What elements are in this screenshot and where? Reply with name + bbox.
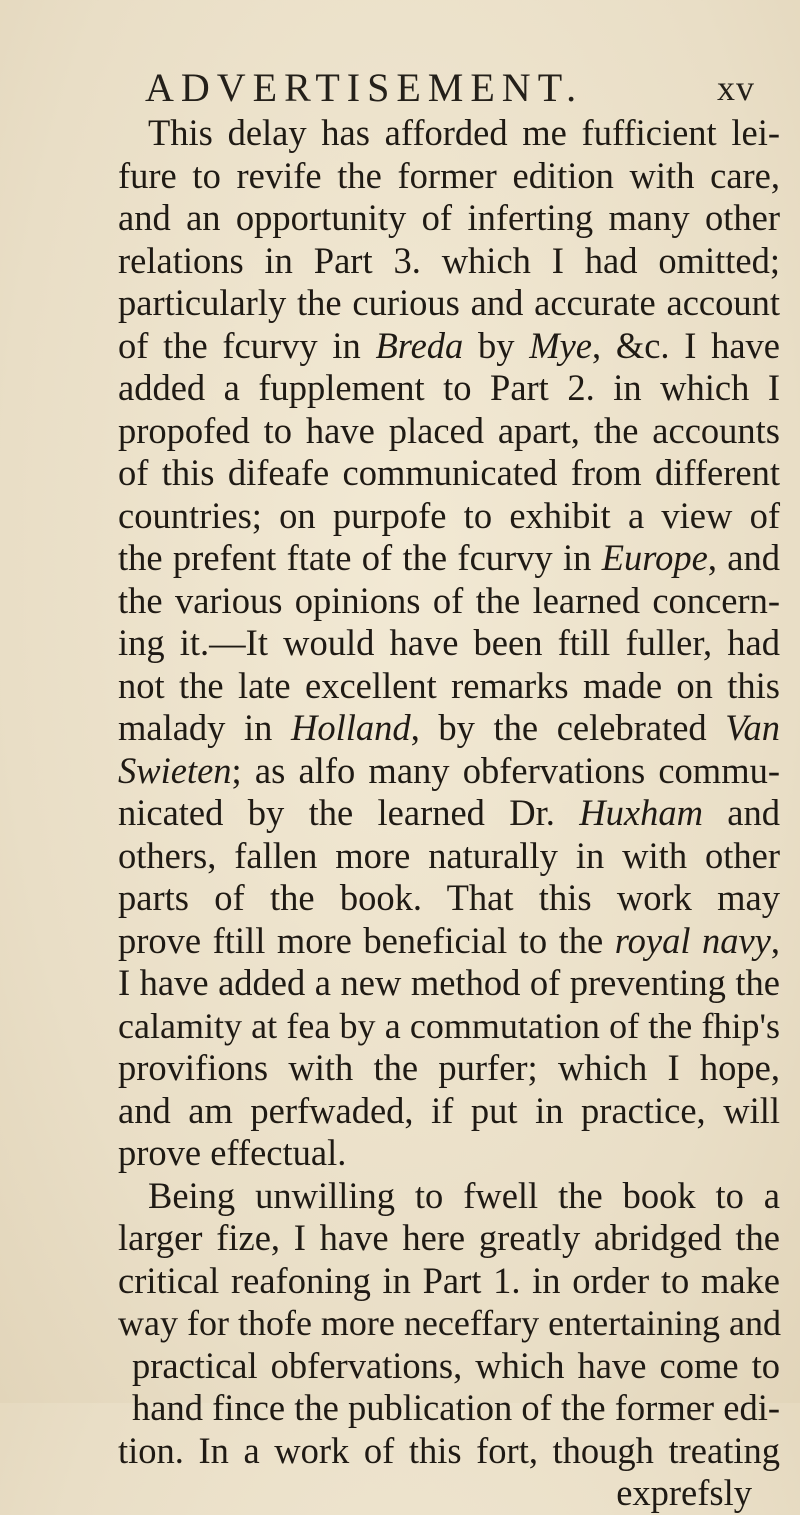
- text-line: ing it.—It would have been ftill fuller, had: [118, 622, 780, 663]
- text-line: of the fcurvy in Breda by Mye, &c. I have: [118, 324, 781, 366]
- text-line: fure to revife the former edition with care,: [118, 154, 780, 196]
- text-line: prove ftill more beneficial to the royal navy,: [118, 919, 780, 961]
- text-line: the prefent ftate of the fcurvy in Europe, and: [118, 537, 780, 578]
- text-line: practical obfervations, which have come to: [132, 1344, 780, 1386]
- header-title: ADVERTISEMENT.: [145, 65, 584, 110]
- text-line: nicated by the learned Dr. Huxham and: [118, 792, 781, 833]
- text-line: malady in Holland, by the celebrated Van: [118, 707, 780, 748]
- text-line: calamity at fea by a commutation of the fhip's: [118, 1005, 780, 1046]
- text-line: relations in Part 3. which I had omitted;: [118, 239, 780, 281]
- page-number: xv: [717, 68, 755, 108]
- text-line: not the late excellent remarks made on this: [118, 664, 780, 706]
- text-line: propofed to have placed apart, the accounts: [118, 409, 780, 451]
- text-line: provifions with the purfer; which I hope,: [118, 1047, 780, 1088]
- text-line: particularly the curious and accurate account: [118, 282, 780, 323]
- text-line: countries; on purpofe to exhibit a view of: [118, 494, 780, 536]
- text-line: prove effectual.: [118, 1132, 347, 1173]
- text-line: of this difeafe communicated from different: [118, 452, 780, 493]
- text-line: and an opportunity of inferting many other: [118, 197, 780, 238]
- text-line: Being unwilling to fwell the book to a: [148, 1174, 780, 1216]
- text-line: added a fupplement to Part 2. in which I: [118, 367, 780, 408]
- text-line: way for thofe more neceffary entertaining and: [118, 1303, 782, 1343]
- text-line: I have added a new method of preventing the: [118, 962, 780, 1003]
- text-line: critical reafoning in Part 1. in order to make: [118, 1259, 780, 1301]
- text-line: and am perfwaded, if put in practice, will: [118, 1089, 780, 1131]
- running-header: [145, 64, 765, 112]
- body-text: [118, 112, 780, 1515]
- text-line: hand fince the publication of the former edi-: [132, 1387, 780, 1428]
- text-line: parts of the book. That this work may: [118, 877, 780, 918]
- text-line: others, fallen more naturally in with other: [118, 834, 780, 876]
- text-line: the various opinions of the learned concern-: [118, 579, 780, 621]
- text-line: larger fize, I have here greatly abridged the: [118, 1217, 780, 1258]
- text-line: This delay has afforded me fufficient lei-: [148, 112, 780, 153]
- catchword: exprefsly: [616, 1472, 752, 1513]
- text-line: Swieten; as alfo many obfervations commu-: [118, 749, 780, 791]
- text-line: tion. In a work of this fort, though treating: [118, 1429, 780, 1471]
